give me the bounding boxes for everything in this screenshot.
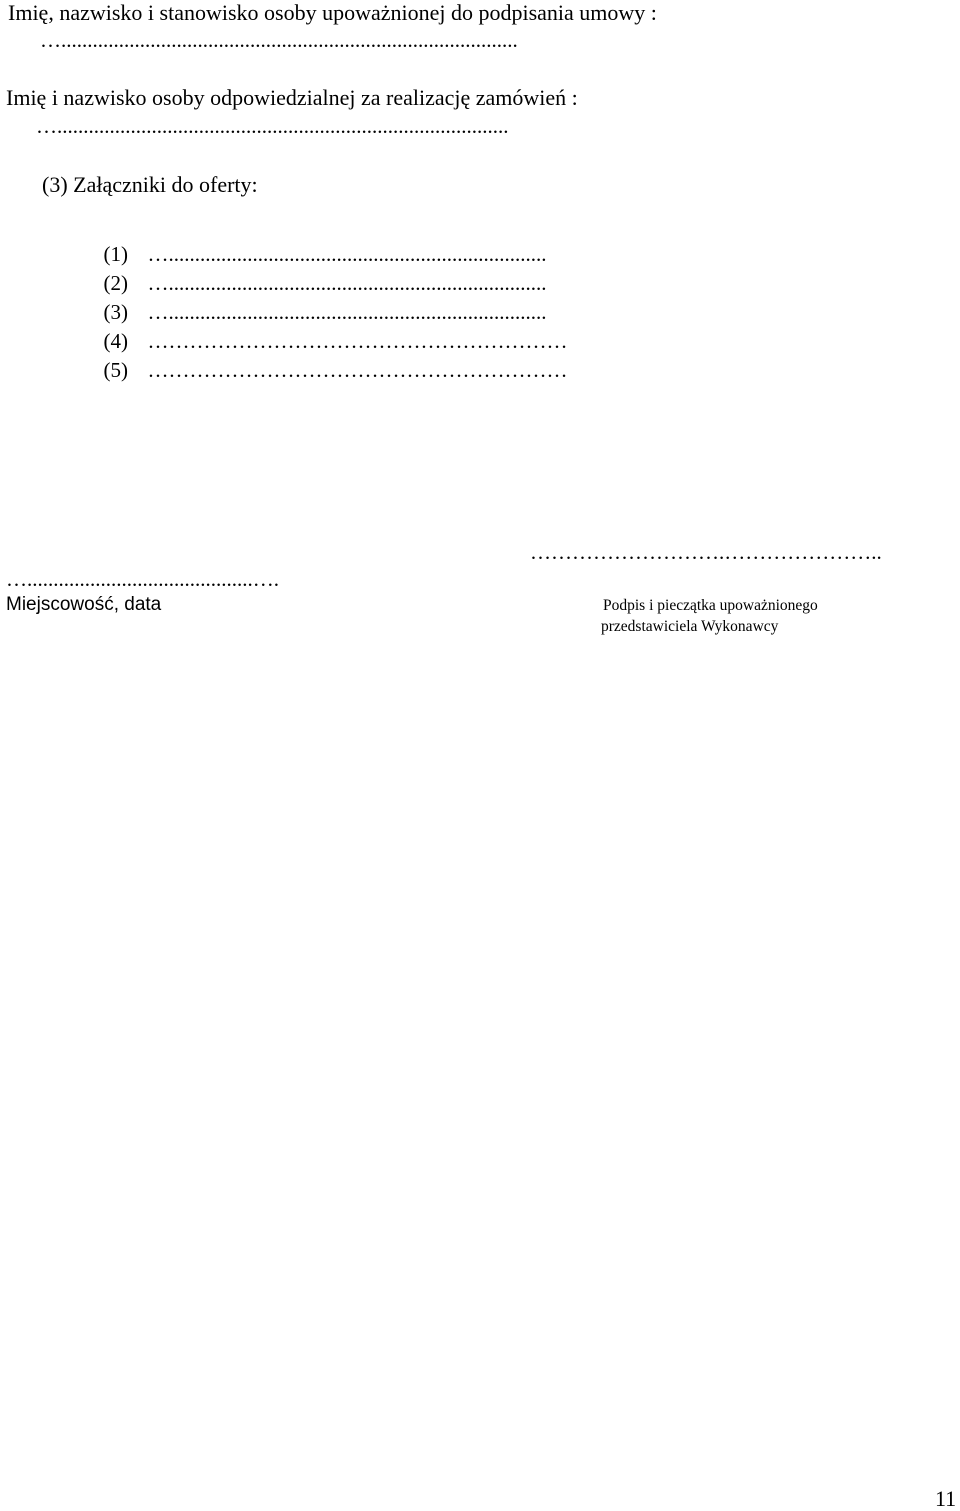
place-date-blank: …...........................................…. [6,567,279,591]
attachment-item [72,339,568,402]
responsible-person-label: Imię i nazwisko osoby odpowiedzialnej za realizację zamówień : [6,85,578,110]
attachment-number: (4) [103,329,128,353]
signature-blank: ……………………….………………….. [530,540,882,564]
attachment-blank: …........................................................................ [147,300,547,324]
attachment-blank: …........................................................................ [147,242,547,266]
place-date-label: Miejscowość, data [6,594,162,615]
signature-label-line1: Podpis i pieczątka upoważnionego [603,597,818,614]
attachment-number: (3) [103,300,128,324]
attachment-blank: …………………………………………………… [147,358,568,382]
attachment-blank: …........................................................................ [147,271,547,295]
page-number: 11 [935,1486,957,1511]
signature-label-line2: przedstawiciela Wykonawcy [601,618,779,635]
responsible-person-blank: …...................................................................................... [36,114,509,138]
signatory-label: Imię, nazwisko i stanowisko osoby upoważnionej do podpisania umowy : [8,0,657,25]
attachment-number: (5) [103,358,128,382]
attachment-number: (2) [103,271,128,295]
attachment-number: (1) [103,242,128,266]
signatory-blank: …....................................................................................... [40,28,518,52]
attachment-blank: …………………………………………………… [147,329,568,353]
attachments-heading: (3) Załączniki do oferty: [42,172,258,197]
